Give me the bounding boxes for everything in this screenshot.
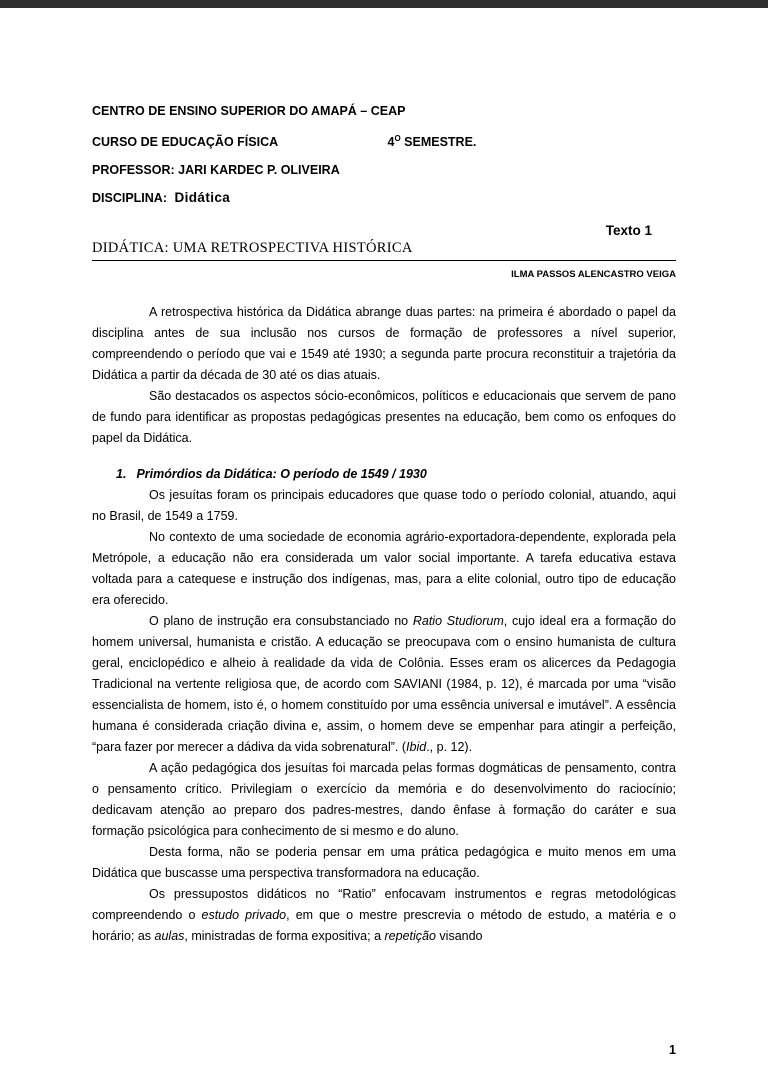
body-paragraph: São destacados os aspectos sócio-econômicos, políticos e educacionais que servem de pano de fundo para identificar as propostas pedagógicas presentes na educação, bem como os enfoques do papel da Didática.: [92, 389, 676, 446]
body-paragraph: O plano de instrução era consubstanciado no Ratio Studiorum, cujo ideal era a formação do homem universal, humanista e cristão. A educação se preocupava com o ensino humanista de cultura geral, enciclopédico e alheio à realidade da vida de Colônia. Esses eram os alicerces da Pedagogia Tradicional na vertente religiosa que, de acordo com SAVIANI (1984, p. 12), é marcada por uma “visão essencialista de homem, isto é, o homem constituído por uma essência universal e imutável”. A essência humana é considerada criação divina e, assim, o homem deve se empenhar para atingir a perfeição, “para fazer por merecer a dádiva da vida sobrenatural”. (Ibid., p. 12).: [92, 614, 676, 755]
body-paragraph: A ação pedagógica dos jesuítas foi marcada pelas formas dogmáticas de pensamento, contra o pensamento crítico. Privilegiam o exercício da memória e do desenvolvimento do raciocínio; dedicavam atenção ao preparo dos padres-mestres, dando ênfase à formação do caráter e sua formação psicológica para conhecimento de si mesmo e do aluno.: [92, 761, 676, 839]
section-heading-number: 1.: [116, 467, 127, 482]
discipline-line: [92, 189, 676, 207]
body-paragraph: Os jesuítas foram os principais educadores que quase todo o período colonial, atuando, aqui no Brasil, de 1549 a 1759.: [92, 488, 676, 524]
discipline-label: DISCIPLINA:: [92, 191, 167, 206]
document-title: DIDÁTICA: UMA RETROSPECTIVA HISTÓRICA: [92, 240, 676, 261]
body-paragraph: A retrospectiva histórica da Didática abrange duas partes: na primeira é abordado o papel da disciplina antes de sua inclusão nos cursos de formação de professores a nível superior, compreendendo o período que vai e 1549 até 1930; a segunda parte procura reconstituir a trajetória da Didática a partir da década de 30 até os dias atuais.: [92, 305, 676, 383]
page-number: 1: [669, 1043, 676, 1057]
document-header: [92, 102, 676, 207]
section-heading-text: Primórdios da Didática: O período de 1549 / 1930: [136, 467, 427, 482]
section-heading: [116, 464, 676, 485]
professor-line: PROFESSOR: JARI KARDEC P. OLIVEIRA: [92, 163, 340, 178]
institution-line: CENTRO DE ENSINO SUPERIOR DO AMAPÁ – CEAP: [92, 104, 406, 118]
course-label: CURSO DE EDUCAÇÃO FÍSICA: [92, 135, 279, 150]
body-paragraph: Os pressupostos didáticos no “Ratio” enfocavam instrumentos e regras metodológicas compreendendo o estudo privado, em que o mestre prescrevia o método de estudo, a matéria e o horário; as aulas, ministradas de forma expositiva; a repetição visando: [92, 887, 676, 944]
course-line: [92, 130, 676, 151]
body-paragraph: Desta forma, não se poderia pensar em uma prática pedagógica e muito menos em uma Didática que buscasse uma perspectiva transformadora na educação.: [92, 845, 676, 881]
author-name: ILMA PASSOS ALENCASTRO VEIGA: [511, 269, 676, 281]
document-body: [92, 302, 676, 947]
texto-label: Texto 1: [605, 223, 652, 239]
body-paragraph: No contexto de uma sociedade de economia agrário-exportadora-dependente, explorada pela Metrópole, a educação não era considerada um valor social importante. A tarefa educativa estava voltada para a catequese e instrução dos indígenas, mas, para a elite colonial, outro tipo de educação era oferecido.: [92, 530, 676, 608]
semester-label: $4^O$ SEMESTRE.: [387, 134, 477, 150]
discipline-value: Didática: [174, 190, 231, 206]
page-content: [92, 0, 676, 947]
